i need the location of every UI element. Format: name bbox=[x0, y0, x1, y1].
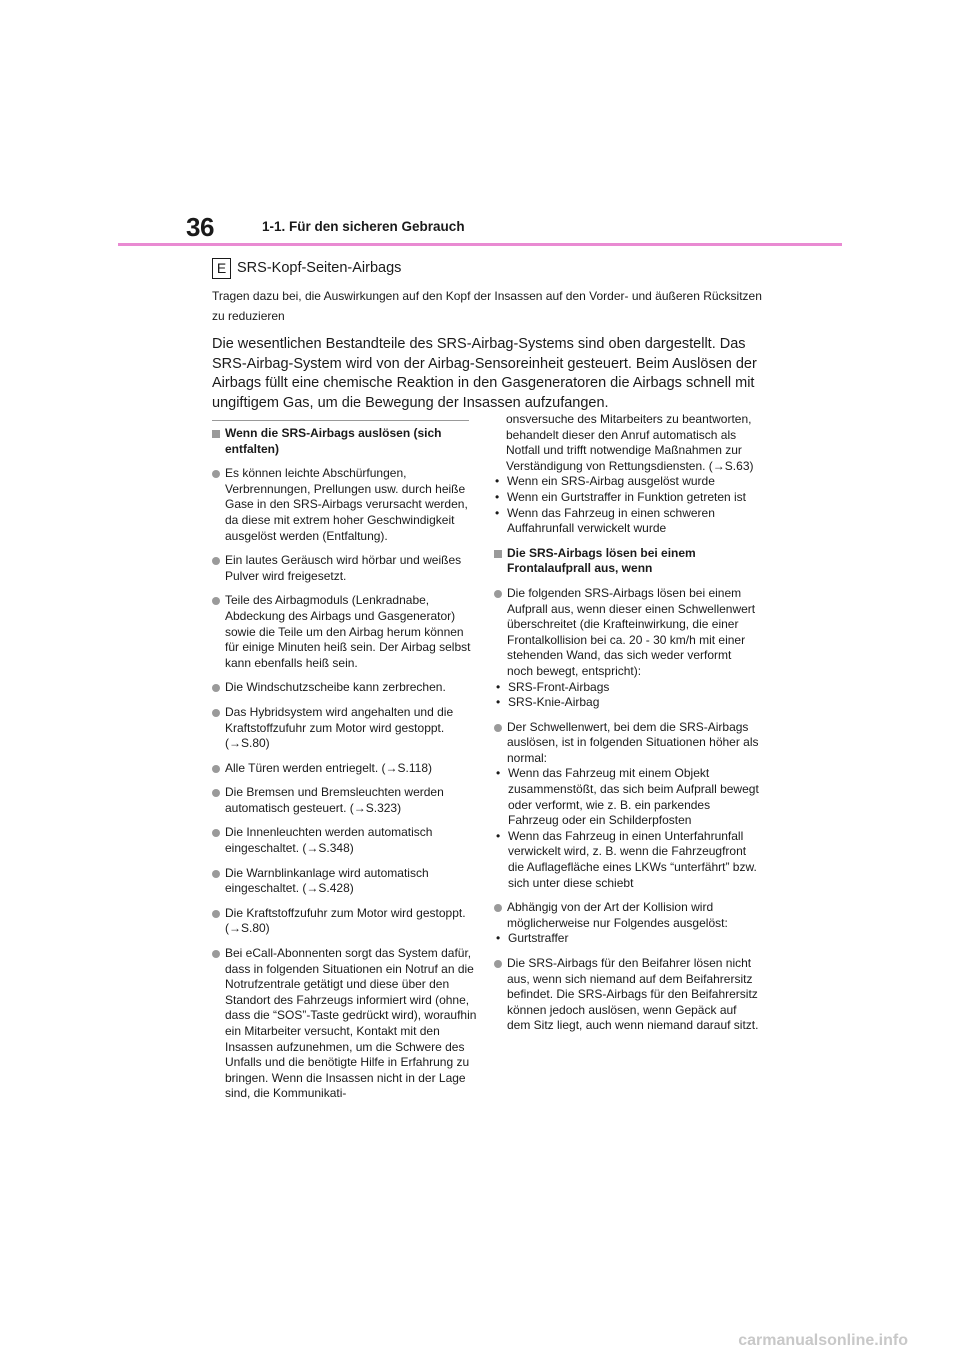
sub-list-item-text: Wenn ein SRS-Airbag ausgelöst wurde bbox=[507, 474, 715, 489]
callout-label-e: E bbox=[212, 258, 231, 279]
round-bullet-icon bbox=[212, 684, 220, 692]
square-bullet-icon bbox=[212, 430, 220, 438]
round-bullet-icon bbox=[212, 765, 220, 773]
sub-list-item bbox=[495, 680, 759, 696]
list-item-text: Teile des Airbagmoduls (Lenkradnabe, Abdeckung des Airbags und Gasgenerator) sowie die Teile um den Airbag herum können für einige Minuten heiß sein. Der Airbag selbst kann ebenfalls heiß sein. bbox=[225, 593, 471, 670]
round-bullet-icon bbox=[212, 470, 220, 478]
round-bullet-icon bbox=[212, 829, 220, 837]
system-overview-paragraph: Die wesentlichen Bestandteile des SRS-Airbag-Systems sind oben dargestellt. Das SRS-Airbag-System wird von der Airbag-Sensoreinheit gesteuert. Beim Auslösen der Airbags füllt eine chemische Reaktion in den Gasgeneratoren die Airbags schnell mit ungiftigem Gas, um die Bewegung der Insassen aufzufangen. bbox=[212, 336, 757, 411]
sub-bullet-icon: • bbox=[496, 766, 501, 781]
sub-list-item-text: SRS-Front-Airbags bbox=[508, 679, 610, 694]
continued-item bbox=[494, 412, 759, 537]
sub-list-item-text: SRS-Knie-Airbag bbox=[508, 695, 600, 710]
sub-list-item-text: Wenn ein Gurtstraffer in Funktion getreten ist bbox=[507, 489, 747, 504]
round-bullet-icon bbox=[212, 789, 220, 797]
list-item-text: Die folgenden SRS-Airbags lösen bei einem Aufprall aus, wenn dieser einen Schwellenwert überschreitet (die Krafteinwirkung, die einer Frontalkollision bei ca. 20 - 30 km/h mit einer stehenden Wand, das sich weder verformt noch bewegt, entspricht): bbox=[507, 585, 756, 678]
list-item bbox=[212, 866, 477, 897]
sub-bullet-icon: • bbox=[496, 828, 501, 843]
round-bullet-icon bbox=[212, 870, 220, 878]
list-item bbox=[494, 900, 759, 947]
section-heading-deploy bbox=[212, 426, 477, 457]
page-number: 36 bbox=[186, 212, 214, 242]
list-item bbox=[494, 956, 759, 1034]
list-item-text: Das Hybridsystem wird angehalten und die Kraftstoffzufuhr zum Motor wird gestoppt. (→S.80) bbox=[225, 704, 454, 751]
sub-list bbox=[494, 474, 759, 536]
section-title: 1-1. Für den sicheren Gebrauch bbox=[262, 219, 465, 234]
heading-text: Wenn die SRS-Airbags auslösen (sich entfalten) bbox=[225, 426, 442, 456]
round-bullet-icon bbox=[212, 910, 220, 918]
list-item bbox=[212, 761, 477, 777]
right-column bbox=[494, 412, 759, 1043]
sub-list-item bbox=[495, 829, 759, 891]
airbag-label-row bbox=[212, 256, 772, 280]
round-bullet-icon bbox=[494, 960, 502, 968]
list-item-text: Bei eCall-Abonnenten sorgt das System dafür, dass in folgenden Situationen ein Notruf an die Notrufzentrale getätigt und diese über den Standort des Fahrzeugs informiert wird (ohne, dass die “SOS”-Taste gedrückt wird), woraufhin ein Mitarbeiter versucht, Kontakt mit den Insassen aufzunehmen, um die Schwere des Unfalls und die benötigte Hilfe in Erfahrung zu bringen. Wenn die Insassen nicht in der Lage sind, die Kommunikati- bbox=[225, 946, 477, 1101]
heading-text: Die SRS-Airbags lösen bei einem Frontalaufprall aus, wenn bbox=[507, 545, 696, 576]
header-divider bbox=[118, 243, 842, 246]
sub-list bbox=[495, 931, 759, 947]
sub-list-item bbox=[495, 766, 759, 828]
list-item-text: Die Warnblinkanlage wird automatisch eingeschaltet. (→S.428) bbox=[225, 865, 429, 896]
round-bullet-icon bbox=[494, 590, 502, 598]
round-bullet-icon bbox=[212, 557, 220, 565]
sub-list-item-text: Wenn das Fahrzeug mit einem Objekt zusammenstößt, das sich beim Aufprall bewegt oder verformt, wie z. B. ein parkendes Fahrzeug oder ein Schilderpfosten bbox=[508, 766, 759, 828]
list-item bbox=[494, 586, 759, 711]
sub-list-item-text: Gurtstraffer bbox=[508, 931, 569, 946]
sub-list-item bbox=[494, 474, 759, 490]
list-item bbox=[212, 553, 477, 584]
sub-bullet-icon: • bbox=[495, 489, 500, 504]
list-item-text: Der Schwellenwert, bei dem die SRS-Airbags auslösen, ist in folgenden Situationen höher als normal: bbox=[507, 719, 759, 765]
sub-list-item bbox=[495, 931, 759, 947]
sub-list-item bbox=[495, 695, 759, 711]
sub-list bbox=[495, 680, 759, 711]
round-bullet-icon bbox=[212, 597, 220, 605]
section-heading-frontal bbox=[494, 546, 759, 577]
list-item bbox=[494, 720, 759, 892]
sub-bullet-icon: • bbox=[495, 505, 500, 520]
list-item-text: Ein lautes Geräusch wird hörbar und weißes Pulver wird freigesetzt. bbox=[225, 553, 462, 583]
list-item-text: Abhängig von der Art der Kollision wird möglicherweise nur Folgendes ausgelöst: bbox=[507, 900, 728, 930]
list-item bbox=[212, 705, 477, 752]
list-item-text: Die Innenleuchten werden automatisch eingeschaltet. (→S.348) bbox=[225, 825, 433, 856]
list-item-text: Die Windschutzscheibe kann zerbrechen. bbox=[225, 680, 446, 695]
round-bullet-icon bbox=[212, 950, 220, 958]
column-divider bbox=[212, 420, 469, 421]
sub-list bbox=[495, 766, 759, 891]
list-item-text: Die Kraftstoffzufuhr zum Motor wird gestoppt. (→S.80) bbox=[225, 905, 466, 936]
sub-bullet-icon: • bbox=[495, 474, 500, 489]
list-item bbox=[212, 680, 477, 696]
list-item bbox=[212, 906, 477, 937]
list-item bbox=[212, 946, 477, 1102]
round-bullet-icon bbox=[494, 904, 502, 912]
list-item bbox=[212, 785, 477, 816]
left-column bbox=[212, 426, 477, 1111]
list-item-text: Es können leichte Abschürfungen, Verbrennungen, Prellungen usw. durch heiße Gase in den SRS-Airbags verursacht werden, da diese mit extrem hoher Geschwindigkeit ausgelöst werden (Entfaltung). bbox=[225, 466, 468, 543]
list-item bbox=[212, 825, 477, 856]
sub-bullet-icon: • bbox=[496, 695, 501, 710]
round-bullet-icon bbox=[494, 724, 502, 732]
sub-bullet-icon: • bbox=[496, 931, 501, 946]
sub-list-item bbox=[494, 490, 759, 506]
list-item bbox=[212, 593, 477, 671]
sub-list-item bbox=[494, 506, 759, 537]
airbag-title: SRS-Kopf-Seiten-Airbags bbox=[237, 260, 402, 276]
sub-bullet-icon: • bbox=[496, 679, 501, 694]
intro-section bbox=[212, 256, 772, 413]
continued-text: onsversuche des Mitarbeiters zu beantworten, behandelt dieser den Anruf automatisch als Notfall und trifft notwendige Maßnahmen zur Verständigung von Rettungsdiensten. (→S.63) bbox=[506, 412, 754, 473]
list-item bbox=[212, 466, 477, 544]
round-bullet-icon bbox=[212, 709, 220, 717]
sub-list-item-text: Wenn das Fahrzeug in einen Unterfahrunfall verwickelt wird, z. B. wenn die Fahrzeugfront die Auflagefläche eines LKWs “unterfährt” bzw. sich unter diese schiebt bbox=[508, 828, 757, 890]
sub-list-item-text: Wenn das Fahrzeug in einen schweren Auffahrunfall verwickelt wurde bbox=[507, 505, 715, 536]
airbag-description: Tragen dazu bei, die Auswirkungen auf den Kopf der Insassen auf den Vorder- und äußeren Rücksitzen zu reduzieren bbox=[212, 289, 762, 323]
list-item-text: Alle Türen werden entriegelt. (→S.118) bbox=[225, 760, 432, 775]
watermark: carmanualsonline.info bbox=[738, 1332, 908, 1349]
list-item-text: Die Bremsen und Bremsleuchten werden automatisch gesteuert. (→S.323) bbox=[225, 785, 444, 815]
square-bullet-icon bbox=[494, 550, 502, 558]
list-item-text: Die SRS-Airbags für den Beifahrer lösen nicht aus, wenn sich niemand auf dem Beifahrersitz befindet. Die SRS-Airbags für den Beifahrersitz können jedoch auslösen, wenn Gepäck auf dem Sitz liegt, auch wenn niemand darauf sitzt. bbox=[507, 956, 759, 1033]
